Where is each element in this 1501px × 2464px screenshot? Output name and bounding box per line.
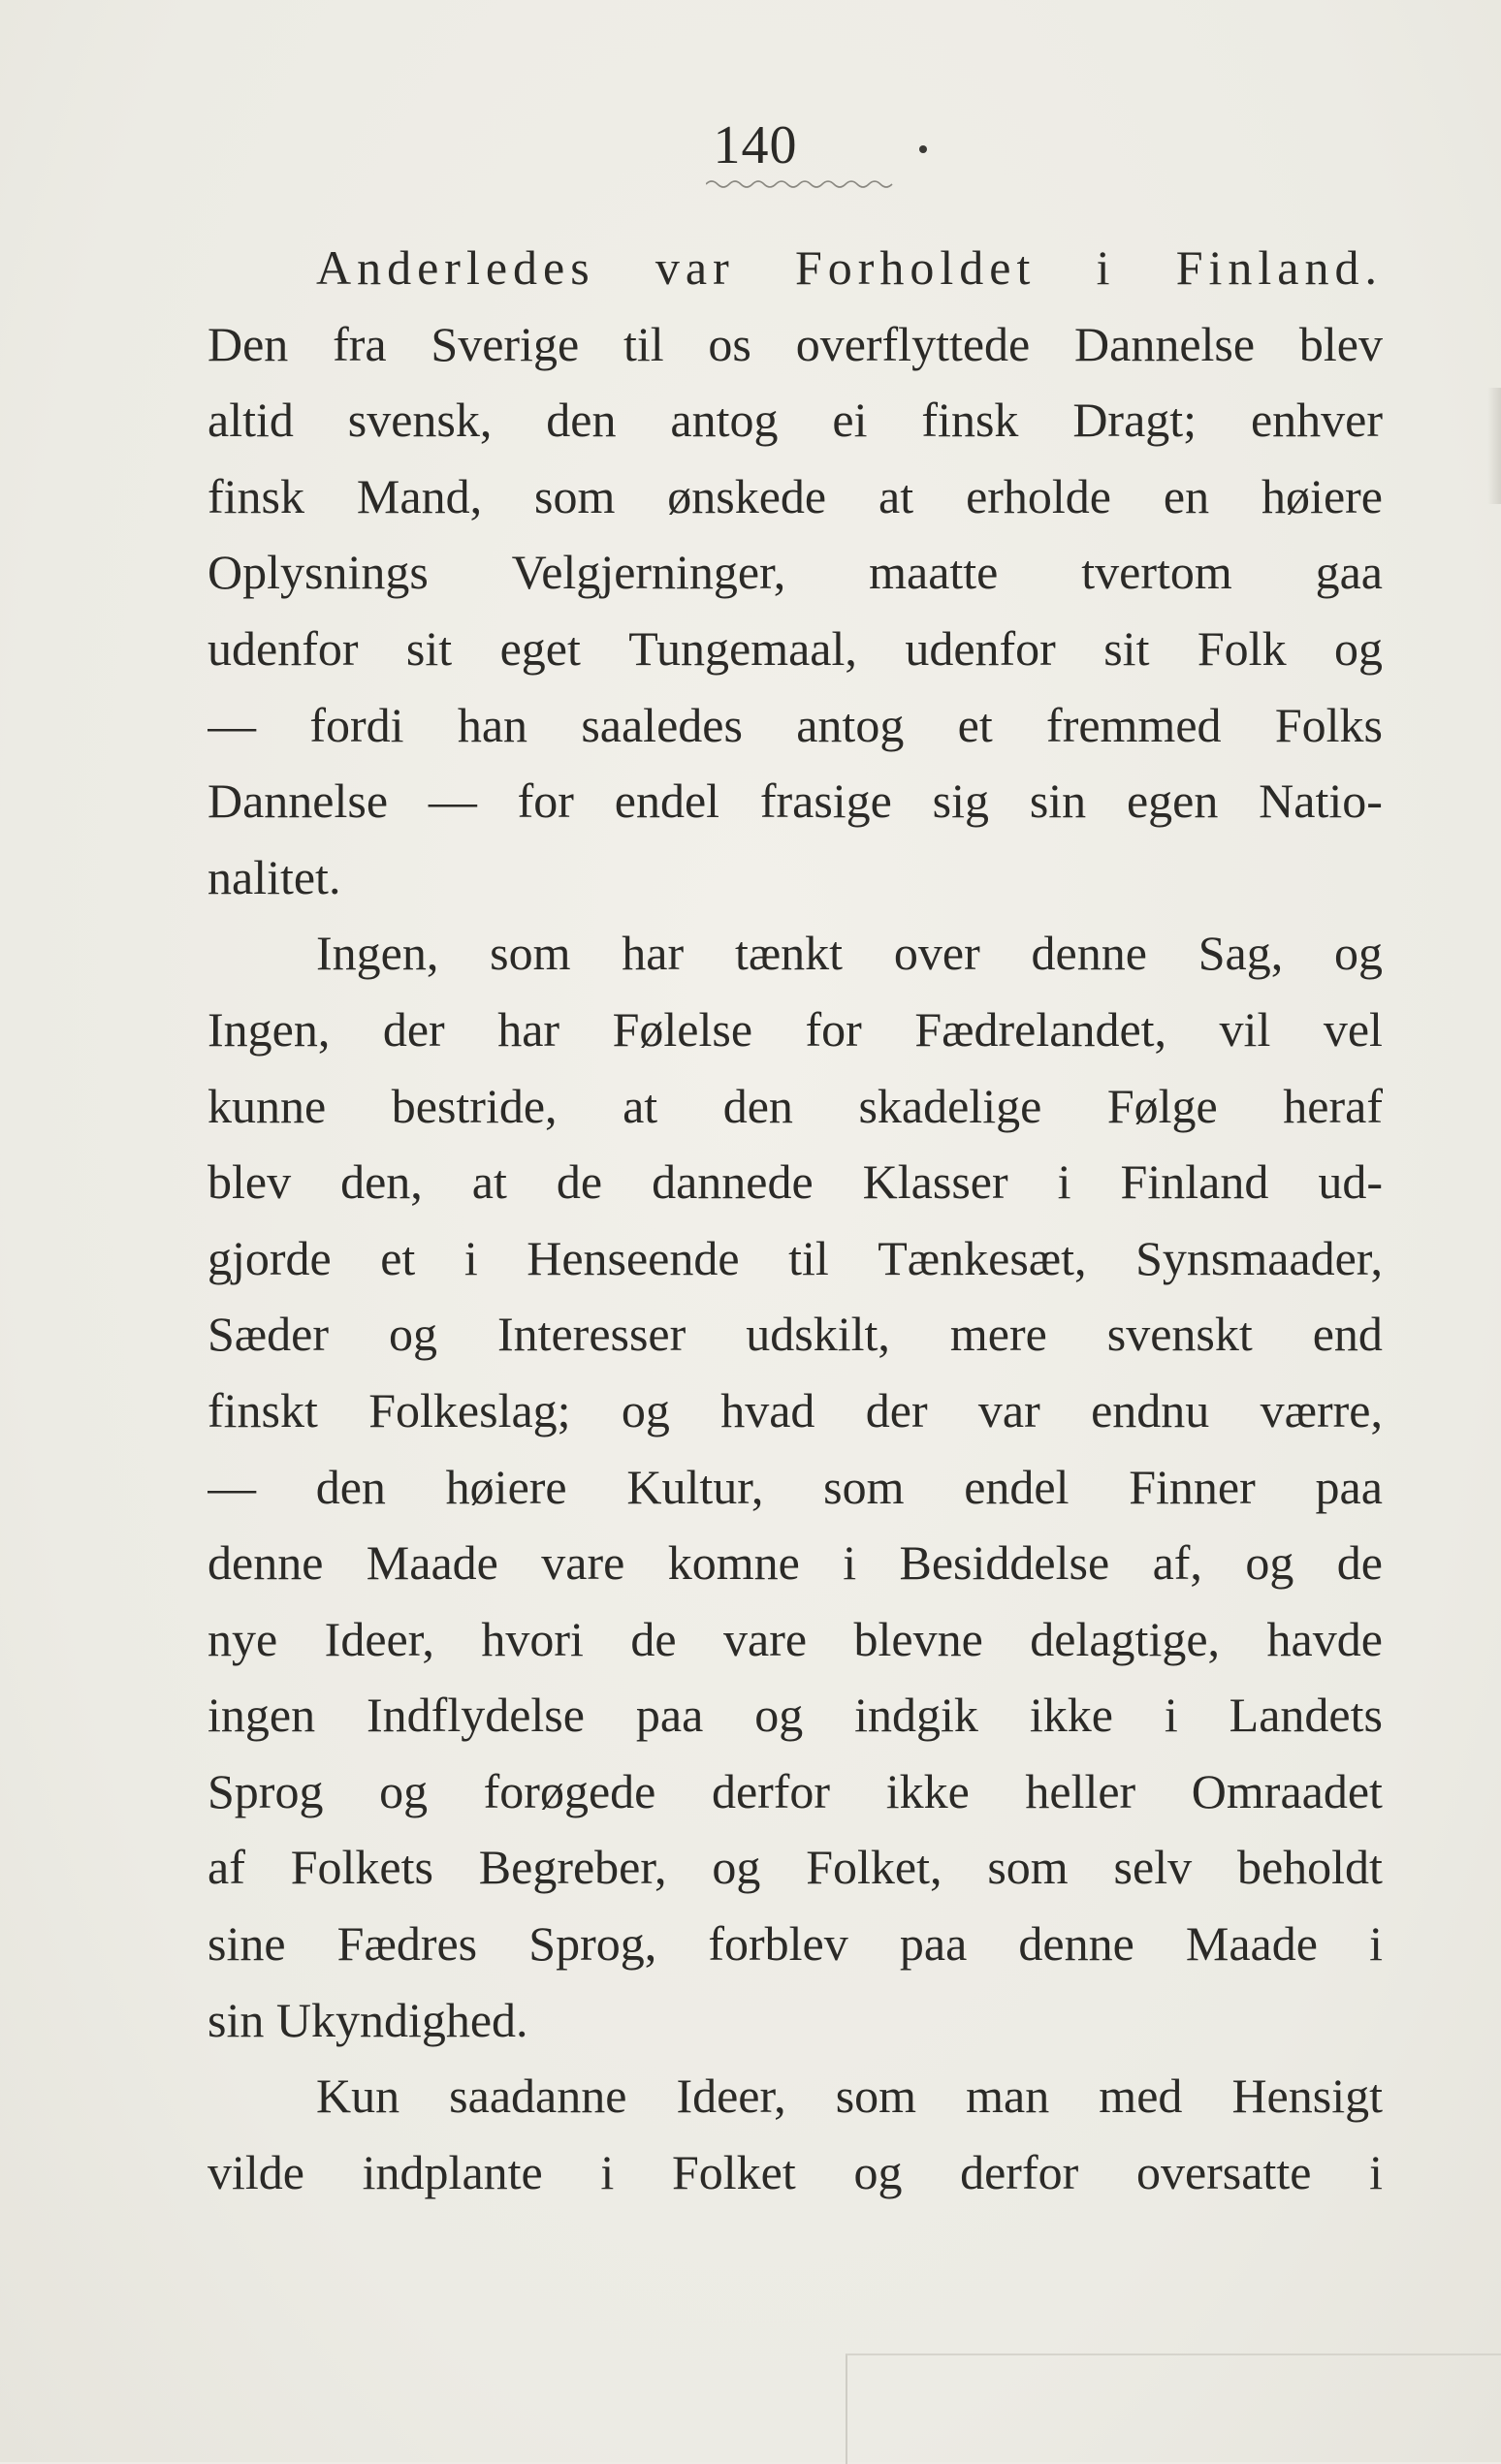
text-line bbox=[208, 2058, 1383, 2134]
word: i bbox=[1096, 240, 1116, 295]
word: Finland bbox=[1120, 1154, 1269, 1210]
word: mere bbox=[949, 1307, 1047, 1362]
word: Ideer, bbox=[324, 1611, 434, 1666]
word: Ingen, bbox=[208, 1001, 331, 1057]
word: Folket bbox=[671, 2144, 796, 2199]
word: til bbox=[788, 1230, 829, 1285]
word: og bbox=[388, 1307, 437, 1362]
word: Folket, bbox=[806, 1840, 942, 1895]
header-dot bbox=[919, 145, 927, 153]
word: svensk, bbox=[347, 393, 493, 448]
word: Sverige bbox=[431, 316, 580, 371]
word: fra bbox=[333, 316, 387, 371]
scan-edge-mark bbox=[1487, 388, 1501, 504]
word: hvori bbox=[481, 1611, 584, 1666]
word: blev bbox=[208, 1154, 292, 1210]
word: og bbox=[1245, 1535, 1294, 1591]
word: et bbox=[380, 1230, 416, 1285]
word: Sæder bbox=[208, 1307, 329, 1362]
word: Dannelse bbox=[1074, 316, 1256, 371]
word: delagtige, bbox=[1030, 1611, 1221, 1666]
word: en bbox=[1163, 468, 1210, 523]
word: sig bbox=[932, 774, 990, 829]
word: Klasser bbox=[862, 1154, 1008, 1210]
word: Synsmaader, bbox=[1135, 1230, 1383, 1285]
word: finskt bbox=[208, 1382, 318, 1437]
word: tænkt bbox=[734, 926, 844, 981]
word: Hensigt bbox=[1231, 2069, 1383, 2124]
text-line: nalitet. bbox=[208, 849, 341, 904]
word: for bbox=[805, 1001, 862, 1057]
word: og bbox=[1334, 926, 1383, 981]
text-line bbox=[208, 992, 1383, 1068]
word: vel bbox=[1323, 1001, 1383, 1057]
word: forøgede bbox=[483, 1763, 656, 1818]
word: Natio- bbox=[1259, 774, 1383, 829]
text-line bbox=[208, 1220, 1383, 1297]
word: høiere bbox=[1261, 468, 1383, 523]
word: os bbox=[708, 316, 751, 371]
text-line bbox=[208, 1449, 1383, 1526]
text-line bbox=[208, 1525, 1383, 1601]
word: man bbox=[966, 2069, 1050, 2124]
word: — bbox=[208, 1459, 256, 1514]
word: nye bbox=[208, 1611, 278, 1666]
word: og bbox=[712, 1840, 761, 1895]
text-line bbox=[208, 2134, 1383, 2211]
word: Velgjerninger, bbox=[511, 545, 786, 600]
word: at bbox=[471, 1154, 507, 1210]
word: var bbox=[655, 240, 735, 295]
word: Forholdet bbox=[794, 240, 1037, 295]
word: de bbox=[1336, 1535, 1383, 1591]
word: som bbox=[835, 2069, 917, 2124]
word: med bbox=[1099, 2069, 1183, 2124]
text-line bbox=[208, 687, 1383, 764]
word: Følge bbox=[1106, 1078, 1218, 1133]
word: for bbox=[517, 774, 574, 829]
word: — bbox=[428, 774, 477, 829]
word: denne bbox=[1031, 926, 1147, 981]
text-line bbox=[208, 763, 1383, 839]
word: høiere bbox=[445, 1459, 567, 1514]
word: vare bbox=[723, 1611, 808, 1666]
word: i bbox=[1369, 2144, 1383, 2199]
word: Finner bbox=[1129, 1459, 1256, 1514]
text-line bbox=[208, 915, 1383, 992]
word: bestride, bbox=[391, 1078, 558, 1133]
word: ingen bbox=[208, 1688, 316, 1743]
word: i bbox=[600, 2144, 615, 2199]
page-number: 140 bbox=[713, 115, 798, 175]
word: denne bbox=[1018, 1916, 1134, 1972]
word: Folkets bbox=[290, 1840, 433, 1895]
word: Folk bbox=[1197, 620, 1287, 676]
word: sit bbox=[1103, 620, 1150, 676]
word: Folkeslag; bbox=[368, 1382, 571, 1437]
word: vilde bbox=[208, 2144, 304, 2199]
word: altid bbox=[208, 393, 294, 448]
word: Dragt; bbox=[1072, 393, 1198, 448]
word: ønskede bbox=[667, 468, 827, 523]
text-line bbox=[208, 306, 1383, 383]
text-line: sin Ukyndighed. bbox=[208, 1992, 528, 2047]
text-line bbox=[208, 1144, 1383, 1220]
word: havde bbox=[1266, 1611, 1383, 1666]
word: udskilt, bbox=[746, 1307, 890, 1362]
word: Indflydelse bbox=[367, 1688, 585, 1743]
word: sin bbox=[1029, 774, 1087, 829]
word: Fædres bbox=[336, 1916, 478, 1972]
text-line bbox=[208, 230, 1383, 306]
word: at bbox=[878, 468, 914, 523]
word: overflyttede bbox=[795, 316, 1031, 371]
word: enhver bbox=[1250, 393, 1383, 448]
text-line bbox=[208, 1296, 1383, 1373]
word: Maade bbox=[366, 1535, 498, 1591]
word: paa bbox=[899, 1916, 968, 1972]
word: indgik bbox=[854, 1688, 978, 1743]
word: selv bbox=[1113, 1840, 1193, 1895]
word: denne bbox=[208, 1535, 324, 1591]
word: den, bbox=[340, 1154, 423, 1210]
word: ikke bbox=[1029, 1688, 1113, 1743]
word: antog bbox=[670, 393, 779, 448]
word: Tænkesæt, bbox=[878, 1230, 1087, 1285]
word: Kun bbox=[316, 2069, 400, 2124]
word: til bbox=[623, 316, 664, 371]
word: udenfor bbox=[208, 620, 359, 676]
word: over bbox=[893, 926, 980, 981]
text-line bbox=[208, 1906, 1383, 1982]
word: et bbox=[957, 697, 993, 752]
word: gaa bbox=[1315, 545, 1383, 600]
word: Ideer, bbox=[676, 2069, 786, 2124]
word: og bbox=[754, 1688, 804, 1743]
word: Sag, bbox=[1198, 926, 1284, 981]
word: i bbox=[1164, 1688, 1178, 1743]
word: var bbox=[977, 1382, 1040, 1437]
word: og bbox=[1333, 620, 1383, 676]
word: som bbox=[987, 1840, 1069, 1895]
body-text bbox=[208, 230, 1383, 2210]
word: den bbox=[315, 1459, 386, 1514]
word: — bbox=[208, 697, 256, 752]
word: Anderledes bbox=[316, 240, 595, 295]
word: Dannelse bbox=[208, 774, 389, 829]
word: de bbox=[556, 1154, 603, 1210]
word: værre, bbox=[1260, 1382, 1383, 1437]
word: derfor bbox=[711, 1763, 831, 1818]
word: blev bbox=[1298, 316, 1383, 371]
word: paa bbox=[1315, 1459, 1383, 1514]
word: sit bbox=[405, 620, 453, 676]
word: frasige bbox=[759, 774, 892, 829]
text-line bbox=[208, 1753, 1383, 1830]
word: ei bbox=[832, 393, 868, 448]
word: indplante bbox=[362, 2144, 543, 2199]
word: i bbox=[1057, 1154, 1071, 1210]
word: Landets bbox=[1229, 1688, 1383, 1743]
word: komne bbox=[667, 1535, 800, 1591]
word: vare bbox=[541, 1535, 625, 1591]
text-line bbox=[208, 1601, 1383, 1678]
word: den bbox=[546, 393, 617, 448]
word: Interesser bbox=[496, 1307, 687, 1362]
word: blevne bbox=[853, 1611, 983, 1666]
word: Oplysnings bbox=[208, 545, 429, 600]
word: der bbox=[382, 1001, 445, 1057]
word: i bbox=[463, 1230, 478, 1285]
word: som bbox=[534, 468, 616, 523]
word: de bbox=[630, 1611, 677, 1666]
word: eget bbox=[499, 620, 581, 676]
text-line bbox=[208, 458, 1383, 535]
word: af bbox=[208, 1840, 245, 1895]
word: finsk bbox=[921, 393, 1019, 448]
word: sine bbox=[208, 1916, 286, 1972]
word: oversatte bbox=[1135, 2144, 1312, 2199]
word: maatte bbox=[869, 545, 999, 600]
word: svenskt bbox=[1106, 1307, 1253, 1362]
word: ud- bbox=[1318, 1154, 1383, 1210]
word: saaledes bbox=[581, 697, 743, 752]
text-line bbox=[208, 382, 1383, 458]
word: Ingen, bbox=[316, 926, 439, 981]
word: og bbox=[853, 2144, 903, 2199]
word: derfor bbox=[960, 2144, 1079, 2199]
word: har bbox=[622, 926, 685, 981]
word: Folks bbox=[1274, 697, 1383, 752]
header-ornament bbox=[706, 174, 900, 192]
word: Fædrelandet, bbox=[914, 1001, 1167, 1057]
word: antog bbox=[796, 697, 905, 752]
word: i bbox=[843, 1535, 857, 1591]
word: Henseende bbox=[527, 1230, 740, 1285]
word: Følelse bbox=[612, 1001, 753, 1057]
word: vil bbox=[1219, 1001, 1271, 1057]
page-header bbox=[0, 114, 1501, 176]
word: der bbox=[865, 1382, 928, 1437]
word: og bbox=[621, 1382, 670, 1437]
word: beholdt bbox=[1236, 1840, 1383, 1895]
word: i bbox=[1369, 1916, 1383, 1972]
word: hvad bbox=[720, 1382, 815, 1437]
word: tvertom bbox=[1081, 545, 1232, 600]
word: Sprog bbox=[208, 1763, 324, 1818]
word: egen bbox=[1126, 774, 1219, 829]
word: saadanne bbox=[449, 2069, 627, 2124]
word: heller bbox=[1025, 1763, 1136, 1818]
word: han bbox=[457, 697, 528, 752]
word: dannede bbox=[652, 1154, 814, 1210]
word: end bbox=[1312, 1307, 1383, 1362]
text-line bbox=[208, 1373, 1383, 1449]
text-line bbox=[208, 1677, 1383, 1753]
word: endel bbox=[614, 774, 720, 829]
text-line bbox=[208, 611, 1383, 687]
word: fremmed bbox=[1046, 697, 1222, 752]
text-line bbox=[208, 1829, 1383, 1906]
word: finsk bbox=[208, 468, 304, 523]
word: Begreber, bbox=[478, 1840, 667, 1895]
word: Besiddelse bbox=[899, 1535, 1110, 1591]
word: ikke bbox=[885, 1763, 970, 1818]
word: Kultur, bbox=[626, 1459, 764, 1514]
word: som bbox=[490, 926, 571, 981]
word: heraf bbox=[1283, 1078, 1383, 1133]
word: at bbox=[623, 1078, 658, 1133]
scan-corner-mark bbox=[846, 2353, 1501, 2464]
word: Sprog, bbox=[528, 1916, 657, 1972]
word: endel bbox=[964, 1459, 1070, 1514]
word: har bbox=[497, 1001, 560, 1057]
word: som bbox=[823, 1459, 905, 1514]
word: Omraadet bbox=[1191, 1763, 1383, 1818]
word: den bbox=[722, 1078, 793, 1133]
text-line bbox=[208, 1068, 1383, 1145]
word: paa bbox=[635, 1688, 704, 1743]
word: Den bbox=[208, 316, 289, 371]
word: skadelige bbox=[858, 1078, 1042, 1133]
word: fordi bbox=[309, 697, 404, 752]
word: Finland. bbox=[1175, 240, 1383, 295]
word: Mand, bbox=[356, 468, 483, 523]
word: af, bbox=[1152, 1535, 1202, 1591]
word: forblev bbox=[708, 1916, 848, 1972]
text-line bbox=[208, 534, 1383, 611]
word: Maade bbox=[1185, 1916, 1318, 1972]
word: kunne bbox=[208, 1078, 327, 1133]
word: Tungemaal, bbox=[628, 620, 857, 676]
word: erholde bbox=[966, 468, 1111, 523]
word: endnu bbox=[1091, 1382, 1210, 1437]
word: gjorde bbox=[208, 1230, 332, 1285]
word: udenfor bbox=[905, 620, 1056, 676]
word: og bbox=[379, 1763, 429, 1818]
